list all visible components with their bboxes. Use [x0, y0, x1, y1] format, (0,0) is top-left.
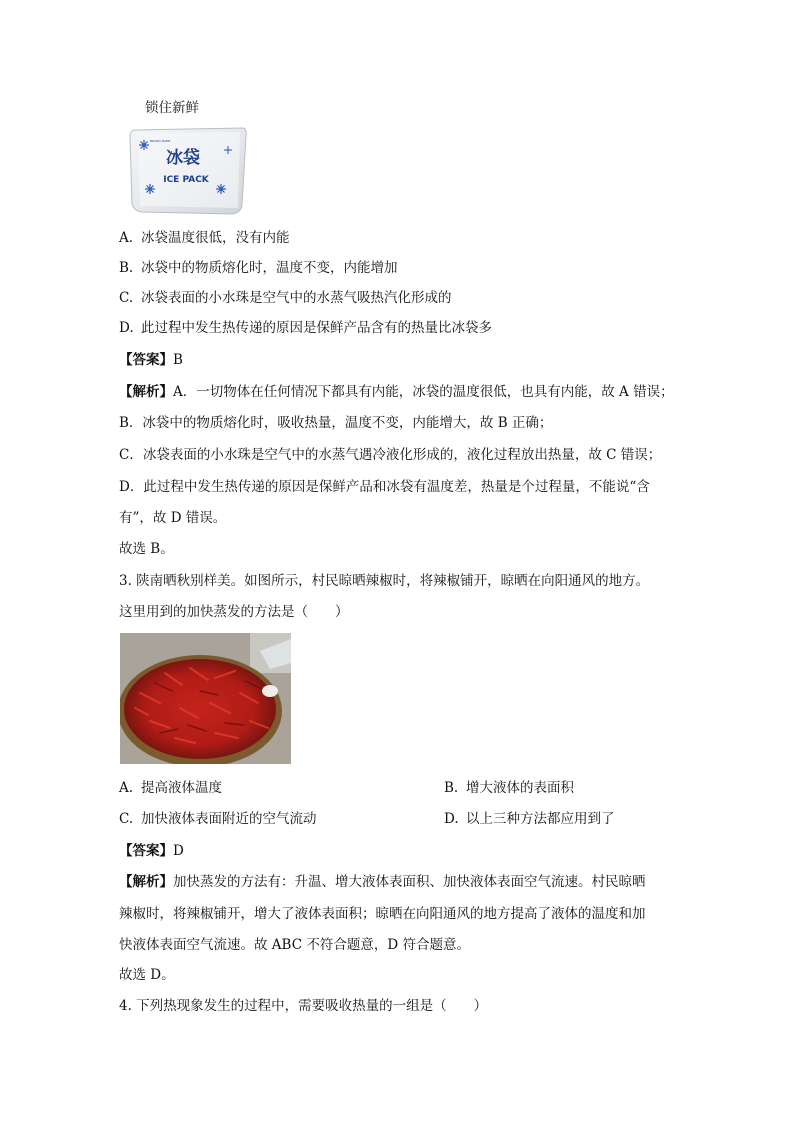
- q2-option-b: [119, 259, 398, 277]
- option-label: A.: [119, 780, 134, 796]
- q3-option-a: [119, 779, 222, 797]
- q2-analysis-line-3: C．冰袋表面的小水珠是空气中的水蒸气遇冷液化形成的，液化过程放出热量，故 C 错误；: [119, 447, 662, 463]
- option-text: 此过程中发生热传递的原因是保鲜产品含有的热量比冰袋多: [141, 320, 492, 336]
- option-text: 冰袋表面的小水珠是空气中的水蒸气吸热汽化形成的: [141, 290, 452, 306]
- ice-pack-image: [128, 126, 248, 216]
- q3-stem-line-1: 3. 陕南晒秋别样美。如图所示，村民晾晒辣椒时，将辣椒铺开，晾晒在向阳通风的地方。: [119, 573, 650, 589]
- q2-analysis-line-5: 有”，故 D 错误。: [119, 510, 227, 526]
- icepack-title: 冰袋: [166, 148, 200, 168]
- snowflake-icon: [139, 140, 149, 150]
- option-label: B.: [444, 780, 459, 796]
- option-label: A.: [119, 230, 134, 246]
- q3-conclusion: 故选 D。: [119, 967, 175, 983]
- snowflake-icon: [145, 184, 155, 194]
- option-label: D.: [119, 320, 134, 336]
- option-text: 冰袋中的物质熔化时，温度不变，内能增加: [141, 260, 398, 276]
- q2-analysis-line-2: B．冰袋中的物质熔化时，吸收热量，温度不变，内能增大，故 B 正确；: [119, 415, 553, 431]
- option-label: C.: [119, 811, 134, 827]
- q2-option-c: [119, 289, 452, 307]
- q2-option-a: [119, 229, 290, 247]
- q3-analysis-line-2: 辣椒时，将辣椒铺开，增大了液体表面积；晾晒在向阳通风的地方提高了液体的温度和加: [119, 906, 646, 922]
- answer-tag: 【答案】: [119, 352, 173, 368]
- option-label: C.: [119, 290, 134, 306]
- q2-analysis-line-1: [119, 383, 674, 401]
- analysis-tag: 【解析】: [119, 874, 173, 890]
- q3-option-b: [444, 779, 574, 797]
- q3-answer: [119, 842, 184, 860]
- option-label: B.: [119, 260, 134, 276]
- q4-stem: 4. 下列热现象发生的过程中，需要吸收热量的一组是（ ）: [119, 998, 488, 1014]
- q3-analysis-line-1: [119, 873, 646, 891]
- analysis-text: 加快蒸发的方法有：升温、增大液体表面积、加快液体表面空气流速。村民晾晒: [173, 874, 646, 890]
- answer-value: B: [173, 352, 183, 368]
- q3-stem-line-2: 这里用到的加快蒸发的方法是（ ）: [119, 604, 349, 620]
- snowflake-icon: [216, 184, 226, 194]
- icepack-brand: BRAND NAME: [150, 139, 171, 143]
- q3-option-d: [444, 810, 615, 828]
- chili-basket-image: [120, 633, 291, 764]
- image-caption: 锁住新鲜: [145, 100, 199, 116]
- analysis-text: A．一切物体在任何情况下都具有内能，冰袋的温度很低，也具有内能，故 A 错误；: [173, 384, 674, 400]
- analysis-tag: 【解析】: [119, 384, 173, 400]
- icepack-subtitle: ICE PACK: [163, 175, 209, 185]
- q3-option-c: [119, 810, 317, 828]
- answer-value: D: [173, 843, 184, 859]
- option-text: 以上三种方法都应用到了: [466, 811, 615, 827]
- q2-answer: [119, 351, 183, 369]
- option-text: 加快液体表面附近的空气流动: [141, 811, 317, 827]
- option-text: 增大液体的表面积: [466, 780, 574, 796]
- q3-analysis-line-3: 快液体表面空气流速。故 ABC 不符合题意，D 符合题意。: [119, 937, 470, 953]
- answer-tag: 【答案】: [119, 843, 173, 859]
- q2-option-d: [119, 319, 492, 337]
- option-text: 提高液体温度: [141, 780, 222, 796]
- option-label: D.: [444, 811, 459, 827]
- q2-analysis-line-4: D．此过程中发生热传递的原因是保鲜产品和冰袋有温度差，热量是个过程量，不能说“含: [119, 479, 650, 495]
- option-text: 冰袋温度很低，没有内能: [141, 230, 290, 246]
- q2-conclusion: 故选 B。: [119, 541, 174, 557]
